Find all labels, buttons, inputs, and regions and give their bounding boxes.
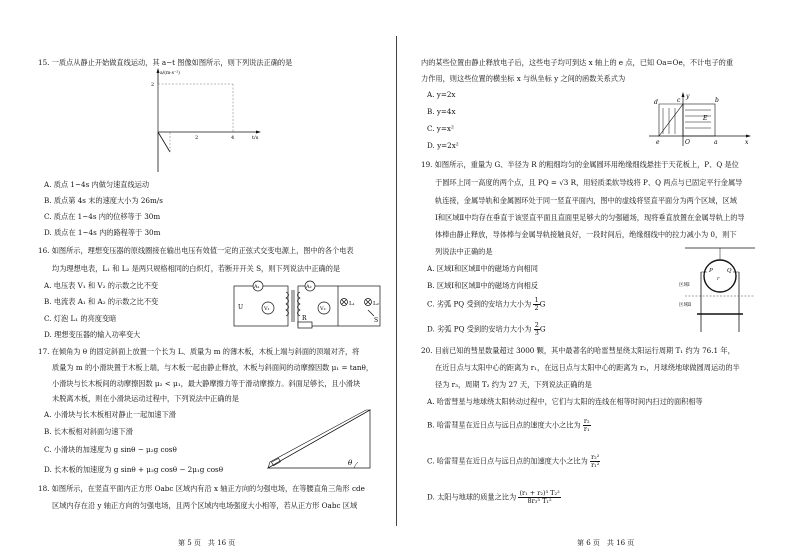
q15-at-graph [140, 66, 265, 178]
page-6 [397, 0, 794, 558]
q16-stem-2: 均为理想电表，L₁ 和 L₂ 是两只规格相同的白炽灯，若断开开关 S，则下列说法中正确的是 [52, 264, 341, 273]
q18-label-x: x [745, 139, 749, 146]
q16-switch-s: S [374, 317, 379, 324]
q19-line-1: 19. 如图所示，重量为 G、半径为 R 的粗细均匀的金属圆环用绝缘细线悬挂于天花板上，P、Q 是位 [421, 160, 739, 169]
q17-option-d: D. 长木板的加速度为 g sinθ + μ₂g cosθ − 2μ₁g cosθ [44, 465, 224, 474]
q16-option-b: B. 电流表 A₁ 和 A₂ 的示数之比不变 [44, 297, 159, 306]
q16-option-a: A. 电压表 V₁ 和 V₂ 的示数之比不变 [44, 281, 159, 290]
q16-lamp-l2: L₂ [373, 301, 379, 307]
q18-label-c: c [677, 97, 681, 104]
q20-b-den: r₁ [583, 425, 590, 433]
q17-option-a: A. 小滑块与长木板相对静止一起加速下滑 [44, 410, 176, 419]
q19-option-d-text: D. 劣弧 PQ 受到的安培力大小为 [427, 324, 532, 334]
q19-c-num: 1 [534, 296, 539, 304]
q16-ammeter-a1: A₁ [254, 284, 260, 290]
q18-field-diagram [645, 90, 755, 150]
q19-label-p: P [709, 268, 713, 274]
q19-c-tail: G [539, 299, 546, 309]
q16-option-d: D. 理想变压器的输入功率变大 [44, 330, 141, 339]
q19-region-1: 区域Ⅰ [679, 283, 690, 288]
q15-option-c: C. 质点在 1~4s 内的位移等于 30m [44, 212, 161, 221]
q20-c-den: r₁² [591, 461, 600, 469]
q19-ring-diagram [679, 244, 759, 338]
q20-line-3: 径为 r₃，周期 T₂ 约为 27 天，下列说法正确的是 [435, 380, 592, 389]
q18-label-d: d [654, 99, 658, 106]
q15-xtick-4: 4 [231, 135, 235, 141]
q20-d-den: 8r₃³ T₁² [527, 497, 552, 505]
q19-label-r: r [717, 276, 720, 282]
page-6-footer: 第 6 页 共 16 页 [577, 539, 635, 547]
q19-option-c [427, 297, 545, 312]
q20-option-b-text: B. 哈雷彗星在近日点与远日点的速度大小之比为 [427, 420, 581, 430]
q15-option-a: A. 质点 1~4s 内做匀速直线运动 [44, 180, 150, 189]
q20-option-a: A. 哈雷彗星与地球绕太阳转动过程中，它们与太阳的连线在相等时间内扫过的面积相等 [427, 397, 703, 406]
q18-option-a: A. y=2x [427, 90, 456, 99]
q19-option-d [427, 322, 546, 337]
q18-option-d: D. y=2x² [427, 141, 459, 150]
q15-xlabel: t/s [252, 135, 259, 141]
q16-lamp-l1: L₁ [349, 301, 355, 307]
q19-line-4: Ⅰ和区域Ⅱ中均存在垂直于该竖直平面且直面里足够大的匀强磁场，现将垂直放置在金属导轨上的导 [435, 213, 745, 222]
q19-option-b: B. 区域Ⅰ和区域Ⅱ中的磁场方向相反 [427, 281, 539, 290]
q19-line-6: 列说法中正确的是 [435, 247, 493, 256]
q20-option-c-text: C. 哈雷彗星在近日点与远日点的加速度大小之比为 [427, 456, 588, 466]
q19-label-q: Q [727, 268, 732, 274]
q16-option-c: C. 灯泡 L₁ 的亮度变暗 [44, 314, 117, 323]
q19-d-den: 3 [534, 329, 539, 337]
q15-ytick: 2 [151, 82, 155, 88]
q16-voltmeter-v2: V₂ [320, 306, 326, 312]
q19-line-5: 体棒由静止释放，导体棒与金属导轨接触良好，一段时间后，绝缘细线中的拉力减小为 0，则下 [435, 230, 737, 239]
q20-option-c-fraction [590, 454, 600, 469]
q16-source-u: U [238, 304, 244, 311]
q18-label-b: b [715, 97, 719, 104]
q16-ammeter-a2: A₂ [306, 284, 312, 290]
q17-option-b: B. 长木板相对斜面匀速下滑 [44, 427, 133, 436]
q15-option-d: D. 质点在 1~4s 内的路程等于 30m [44, 228, 161, 237]
q15-ylabel: a/(m·s⁻²) [160, 71, 180, 76]
q18-cont-line-1: 内的某些位置由静止释放电子后，这些电子均可到达 x 轴上的 e 点，已知 Oa=Oe，不计电子的重 [421, 58, 734, 67]
q20-option-b-fraction [583, 418, 591, 433]
q18-option-b: B. y=4x [427, 107, 456, 116]
q20-option-d [427, 490, 561, 505]
q20-line-2: 在近日点与太阳中心的距离为 r₁，在远日点与太阳中心的距离为 r₂，月球绕地球做圆周运动的半 [435, 363, 740, 372]
q18-line-1: 18. 如图所示，在竖直平面内正方形 Oabc 区域内有沿 x 轴正方向的匀强电场，在等腰直角三角形 cde [38, 484, 365, 493]
q20-line-1: 20. 目前已知的彗星数量超过 3000 颗，其中最著名的哈雷彗星绕太阳运行周期 T₁ 约为 76.1 年， [421, 346, 735, 355]
q19-d-num: 2 [534, 321, 539, 329]
q15-xtick-2: 2 [195, 135, 199, 141]
q16-voltmeter-v1: V₁ [264, 306, 270, 312]
q16-resistor-r: R [302, 315, 307, 322]
q17-line-2: 质量为 m 的小滑块置于木板上端，与木板一起由静止释放，木板与斜面间的动摩擦因数 μ₁ = tanθ， [52, 363, 374, 372]
q20-option-b [427, 418, 591, 433]
q19-option-c-text: C. 劣弧 PQ 受到的安培力大小为 [427, 299, 532, 309]
q18-cont-line-2: 力作用，则这些位置的横坐标 x 与纵坐标 y 之间的函数关系式为 [421, 74, 626, 83]
q20-c-num: r₂² [591, 453, 600, 461]
q18-label-a: a [714, 139, 718, 146]
q20-option-d-text: D. 太阳与地球的质量之比为 [427, 492, 517, 502]
q15-stem: 15. 一质点从静止开始做直线运动，其 a−t 图像如图所示，则下列说法正确的是 [38, 58, 293, 67]
q19-c-den: 2 [534, 304, 539, 312]
q16-stem-1: 16. 如图所示，理想变压器的原线圈接在输出电压有效值一定的正弦式交变电源上，图中的各个电表 [38, 246, 354, 255]
q18-label-e: e [656, 139, 660, 146]
q18-label-y: y [686, 93, 690, 100]
q19-d-tail: G [539, 324, 546, 334]
q17-line-1: 17. 在倾角为 θ 的固定斜面上放置一个长为 L、质量为 m 的薄木板，木板上端与斜面的顶端对齐，将 [38, 347, 360, 356]
q16-circuit-diagram [228, 278, 386, 338]
q20-b-num: r₂ [583, 417, 590, 425]
q19-line-2: 于圆环上同一高度的两个点，且 PQ = √3 R，用轻质柔软导线将 P、Q 两点与已固定平行金属导 [435, 178, 743, 187]
q18-option-c: C. y=x² [427, 124, 454, 133]
q17-theta-label: θ [348, 459, 353, 467]
q18-label-e-field: E [703, 115, 708, 122]
q18-line-2: 区域内存在沿 y 轴正方向的匀强电场，且两个区域内电场强度大小相等，若从正方形 Oabc 区域 [52, 501, 358, 510]
q17-incline-diagram [262, 402, 377, 474]
q19-region-2: 区域Ⅱ [679, 303, 692, 308]
page-5-footer: 第 5 页 共 16 页 [178, 539, 236, 547]
q18-label-o: O [685, 139, 690, 146]
q19-line-3: 轨连接，金属导轨和金属圆环处于同一竖直平面内，图中的虚线将竖直平面分为两个区域，区域 [435, 196, 737, 205]
q17-option-c: C. 小滑块的加速度为 g sinθ − μ₂g cosθ [44, 445, 177, 454]
q15-option-b: B. 质点第 4s 末的速度大小为 26m/s [44, 196, 163, 205]
q20-option-c [427, 454, 600, 469]
q17-line-4: 未脱离木板，则在小滑块运动过程中，下列说法中正确的是 [52, 394, 239, 403]
q20-d-num: (r₁ + r₂)³ T₂² [519, 489, 560, 497]
q20-option-d-fraction [518, 490, 560, 505]
q19-option-a: A. 区域Ⅰ和区域Ⅱ中的磁场方向相同 [427, 264, 538, 273]
q17-line-3: 小滑块与长木板间的动摩擦因数 μ₂ < μ₁，最大静摩擦力等于滑动摩擦力。斜面足够长，且小滑块 [52, 379, 361, 388]
